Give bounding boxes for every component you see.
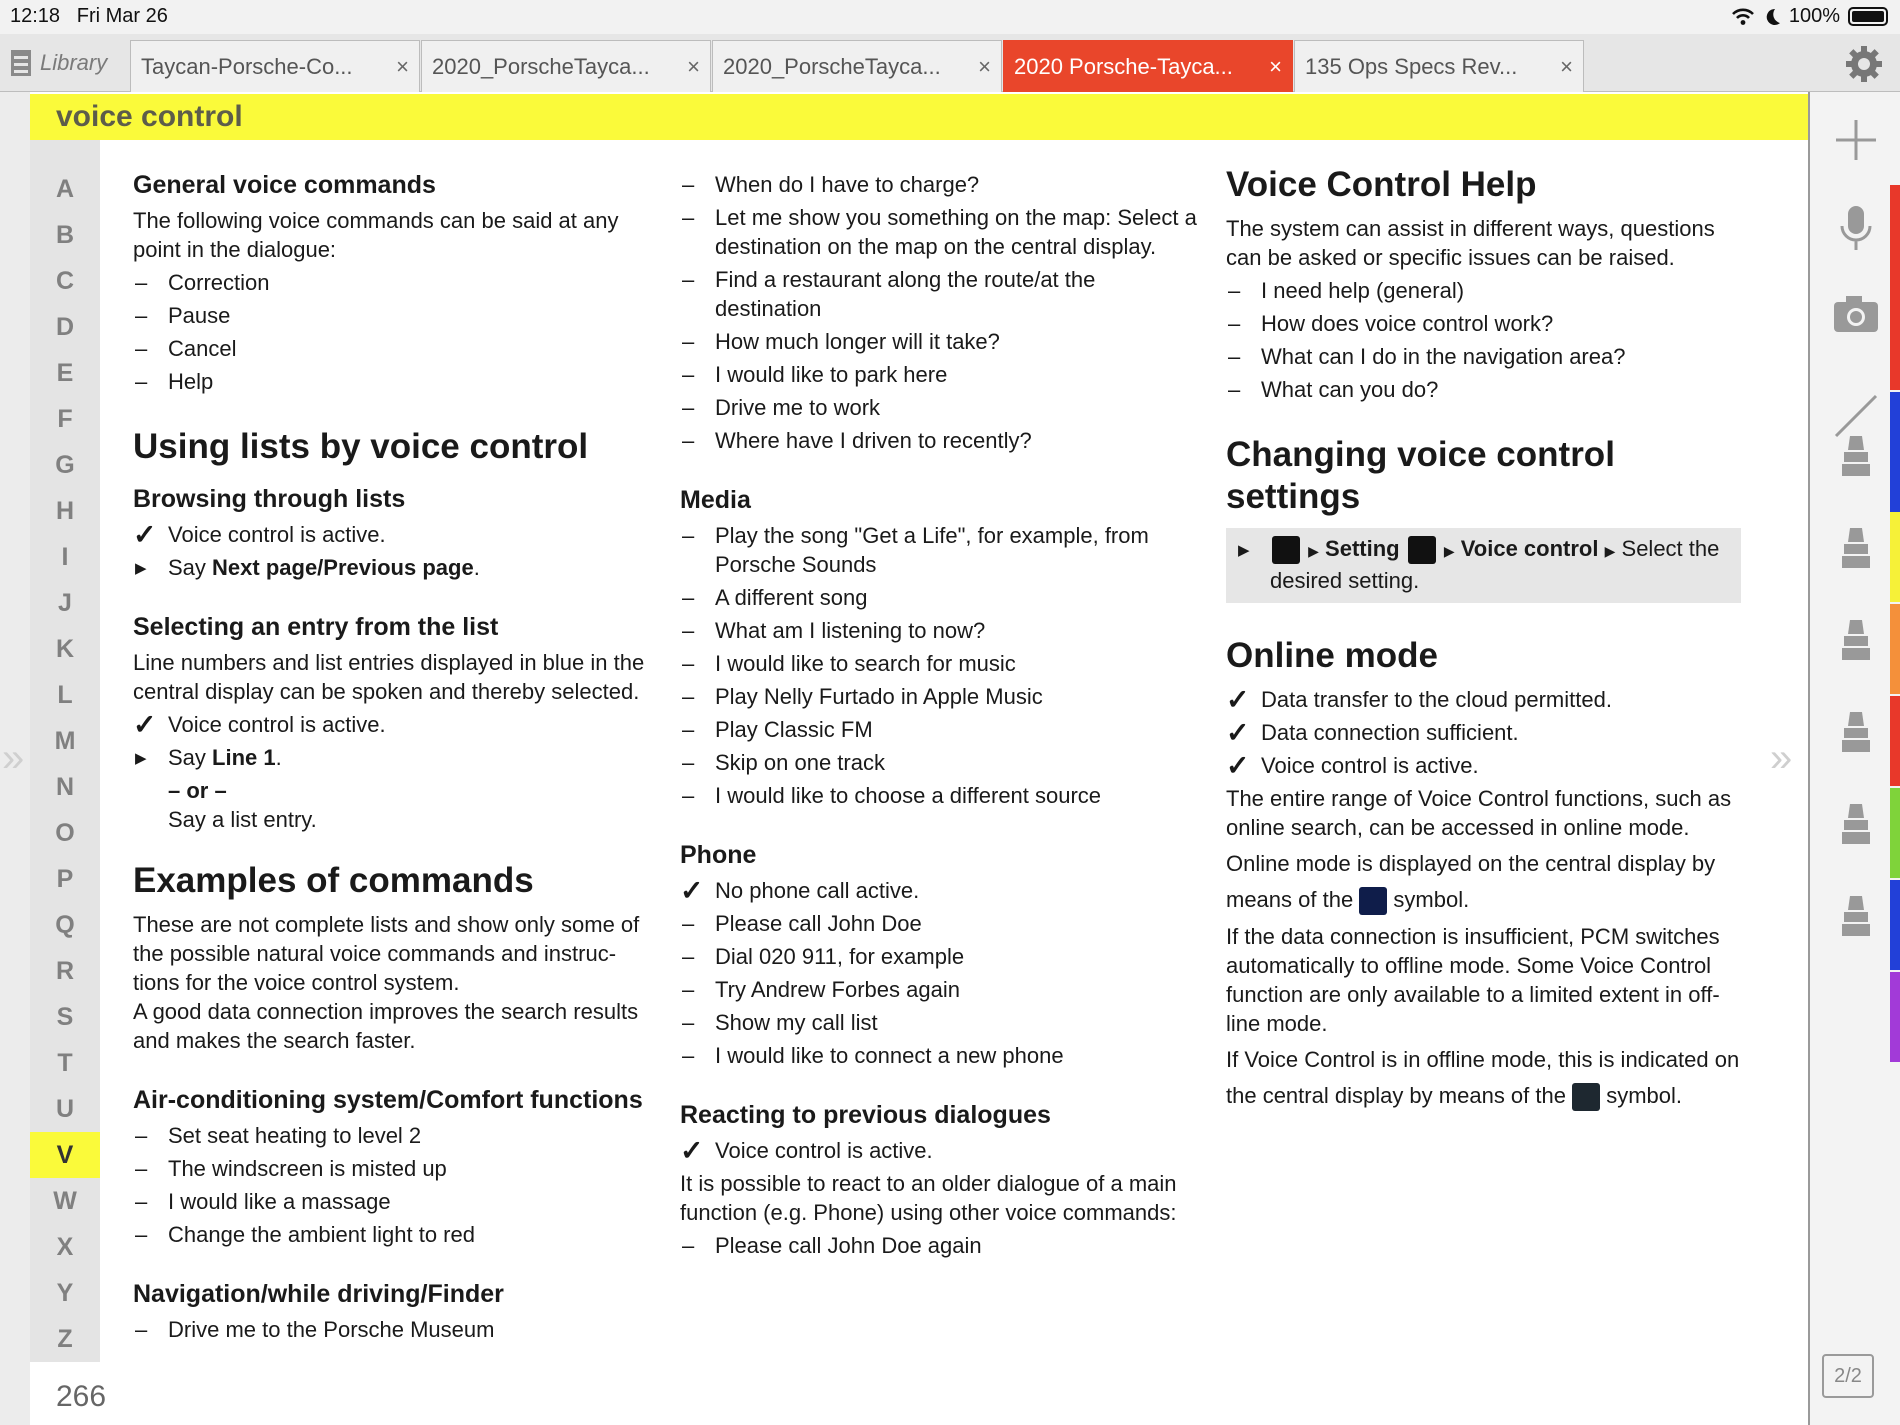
heading-browsing-lists: Browsing through lists <box>133 485 406 513</box>
tab-document-3[interactable] <box>712 40 1002 92</box>
list-item: – Let me show you something on the map: Select a destination on the map on the central display. <box>682 205 1197 259</box>
heading-online-mode: Online mode <box>1226 636 1438 675</box>
paragraph: A good data connection improves the search results and makes the search faster. <box>133 999 639 1053</box>
list-item: – Please call John Doe again <box>682 1233 982 1258</box>
index-letter-q[interactable]: Q <box>30 902 100 948</box>
tab-label: 135 Ops Specs Rev... <box>1305 53 1518 79</box>
list-item: – Play Nelly Furtado in Apple Music <box>682 684 1043 709</box>
checkmark-icon: ✓ <box>680 875 704 906</box>
heading-changing-settings: Changing voice control settings <box>1226 435 1615 516</box>
dash-bullet: – <box>135 1317 148 1342</box>
column-1 <box>133 170 653 1348</box>
dash-bullet: – <box>135 270 148 295</box>
arrow-right-icon: ▶ <box>135 750 147 767</box>
highlighter-icon[interactable] <box>1830 522 1882 574</box>
heading-air-conditioning: Air-conditioning system/Comfort functions <box>133 1086 643 1114</box>
list-item: ✓ Voice control is active. <box>680 1135 933 1166</box>
offline-icon <box>1572 1083 1600 1111</box>
dash-bullet: – <box>135 1222 148 1247</box>
dash-bullet: – <box>1228 344 1241 369</box>
list-item: – I need help (general) <box>1228 278 1465 303</box>
paragraph: The following voice commands can be said at any point in the dialogue: <box>133 208 619 262</box>
list-item: – Pause <box>135 303 231 328</box>
annotation-toolbar <box>1808 92 1900 1425</box>
index-letter-j[interactable]: J <box>30 580 100 626</box>
highlighter-icon[interactable] <box>1830 614 1882 666</box>
dash-bullet: – <box>682 717 695 742</box>
dash-bullet: – <box>682 911 695 936</box>
list-item: ✓ Voice control is active. <box>133 709 386 740</box>
index-letter-a[interactable]: A <box>30 166 100 212</box>
list-item: – I would like to connect a new phone <box>682 1043 1064 1068</box>
list <box>133 268 653 396</box>
checkmark-icon: ✓ <box>1226 684 1250 715</box>
section-header <box>30 94 1808 140</box>
dash-bullet: – <box>682 362 695 387</box>
dash-bullet: – <box>682 651 695 676</box>
dash-bullet: – <box>682 1010 695 1035</box>
list-item: – Drive me to the Porsche Museum <box>135 1317 495 1342</box>
index-letter-g[interactable]: G <box>30 442 100 488</box>
list <box>680 1231 1200 1260</box>
list-item: – Show my call list <box>682 1010 878 1035</box>
paragraph: Say a list entry. <box>168 807 317 832</box>
dash-bullet: – <box>682 395 695 420</box>
tab-document-1[interactable] <box>130 40 420 92</box>
index-letter-c[interactable]: C <box>30 258 100 304</box>
checkmark-icon: ✓ <box>133 709 157 740</box>
dash-bullet: – <box>682 1043 695 1068</box>
library-label: Library <box>40 50 108 75</box>
list-item: ✓ No phone call active. <box>680 875 920 906</box>
library-button[interactable] <box>10 48 107 78</box>
dash-bullet: – <box>682 783 695 808</box>
status-bar <box>0 0 1900 34</box>
list-item: – Cancel <box>135 336 237 361</box>
heading-general-commands: General voice commands <box>133 171 436 199</box>
highlighter-icon[interactable] <box>1830 430 1882 482</box>
highlighter-icon[interactable] <box>1830 798 1882 850</box>
page-counter[interactable]: 2/2 <box>1822 1354 1874 1398</box>
paragraph: It is possible to react to an older dialogue of a main function (e.g. Phone) using other voice commands: <box>680 1171 1177 1225</box>
list-item: – Try Andrew Forbes again <box>682 977 960 1002</box>
library-icon <box>10 48 32 78</box>
settings-icon <box>1408 536 1436 564</box>
or-separator: – or – <box>168 778 227 803</box>
list-item: ▶ Say Line 1. <box>133 743 653 772</box>
list-item: ✓ Voice control is active. <box>1226 750 1479 781</box>
list-item: – I would like a massage <box>135 1189 391 1214</box>
tab-document-5[interactable] <box>1294 40 1584 92</box>
list-item: – Dial 020 911, for example <box>682 944 965 969</box>
index-letter-w[interactable]: W <box>30 1178 100 1224</box>
highlighter-icon[interactable] <box>1830 706 1882 758</box>
list <box>1226 276 1741 404</box>
index-letter-f[interactable]: F <box>30 396 100 442</box>
heading-media: Media <box>680 486 751 514</box>
dash-bullet: – <box>135 369 148 394</box>
index-letter-e[interactable]: E <box>30 350 100 396</box>
heading-phone: Phone <box>680 841 757 869</box>
close-icon[interactable]: × <box>1560 53 1573 79</box>
dash-bullet: – <box>682 585 695 610</box>
index-letter-n[interactable]: N <box>30 764 100 810</box>
paragraph: The entire range of Voice Control functions, such as online search, can be accessed in online mode. <box>1226 786 1732 840</box>
index-letter-z[interactable]: Z <box>30 1316 100 1362</box>
dash-bullet: – <box>682 1233 695 1258</box>
list-item: ✓ Voice control is active. <box>133 519 386 550</box>
page-number: 266 <box>56 1380 107 1413</box>
list-item: – How much longer will it take? <box>682 329 1000 354</box>
dash-bullet: – <box>1228 377 1241 402</box>
index-letter-l[interactable]: L <box>30 672 100 718</box>
dash-bullet: – <box>682 944 695 969</box>
alphabet-index <box>30 166 100 1362</box>
dash-bullet: – <box>682 428 695 453</box>
dash-bullet: – <box>682 267 695 292</box>
battery-percent: 100% <box>1788 5 1840 27</box>
list <box>133 1315 653 1344</box>
camera-icon[interactable] <box>1830 288 1882 340</box>
checkmark-icon: ✓ <box>1226 717 1250 748</box>
paragraph: If the data connection is insufficient, PCM switches automatically to offline mode. Some Voice Control function are only available to a limited extent in off-line mode. <box>1226 924 1720 1036</box>
index-letter-u[interactable]: U <box>30 1086 100 1132</box>
dash-bullet: – <box>682 977 695 1002</box>
globe-icon <box>1359 887 1387 915</box>
list-item: – I would like to search for music <box>682 651 1016 676</box>
paragraph: If Voice Control is in offline mode, this is indicated on the central display by means of the symbol. <box>1226 1042 1741 1114</box>
heading-using-lists: Using lists by voice control <box>133 427 589 466</box>
list-item: – Drive me to work <box>682 395 881 420</box>
list <box>133 1121 653 1249</box>
list-item: – I would like to choose a different source <box>682 783 1102 808</box>
column-2 <box>680 170 1200 1264</box>
list-item: – Set seat heating to level 2 <box>135 1123 422 1148</box>
dash-bullet: – <box>682 750 695 775</box>
dash-bullet: – <box>135 1123 148 1148</box>
index-letter-s[interactable]: S <box>30 994 100 1040</box>
checkmark-icon: ✓ <box>680 1135 704 1166</box>
list <box>680 170 1200 455</box>
tab-label: 2020_PorscheTayca... <box>432 53 650 79</box>
dash-bullet: – <box>682 618 695 643</box>
column-3 <box>1226 165 1741 1118</box>
list-item: – Where have I driven to recently? <box>682 428 1032 453</box>
index-letter-i[interactable]: I <box>30 534 100 580</box>
tab-label: 2020_PorscheTayca... <box>723 53 941 79</box>
index-letter-x[interactable]: X <box>30 1224 100 1270</box>
checkmark-icon: ✓ <box>1226 750 1250 781</box>
list-item: – When do I have to charge? <box>682 172 980 197</box>
list-item: ▶ Say Next page/Previous page. <box>133 553 653 582</box>
list <box>680 521 1200 810</box>
paragraph: Line numbers and list entries displayed in blue in the central display can be spoken and thereby selected. <box>133 650 645 704</box>
list-item: – Skip on one track <box>682 750 885 775</box>
list-item: – Help <box>135 369 214 394</box>
settings-path-box: ▶ ▶ Setting ▶ Voice control ▶ Select the desired setting. <box>1226 528 1741 603</box>
list-item: – Play the song "Get a Life", for example, from Porsche Sounds <box>682 523 1149 577</box>
list <box>1226 685 1741 780</box>
dash-bullet: – <box>682 172 695 197</box>
next-page-arrow-icon[interactable]: » <box>1770 736 1793 780</box>
dash-bullet: – <box>135 336 148 361</box>
index-letter-y[interactable]: Y <box>30 1270 100 1316</box>
section-title: voice control <box>56 100 243 133</box>
arrow-right-icon: ▶ <box>1238 542 1250 559</box>
index-letter-h[interactable]: H <box>30 488 100 534</box>
dash-bullet: – <box>682 329 695 354</box>
list-item: – Please call John Doe <box>682 911 922 936</box>
dash-bullet: – <box>135 1189 148 1214</box>
list-item: ✓ Data connection sufficient. <box>1226 717 1519 748</box>
home-icon <box>1272 536 1300 564</box>
list-item: – What can I do in the navigation area? <box>1228 344 1626 369</box>
highlighter-icon[interactable] <box>1830 890 1882 942</box>
paragraph: Online mode is displayed on the central display by means of the symbol. <box>1226 846 1741 918</box>
index-letter-v[interactable]: V <box>30 1132 100 1178</box>
list-item: – How does voice control work? <box>1228 311 1554 336</box>
close-icon[interactable]: × <box>396 53 409 79</box>
list-item: – What am I listening to now? <box>682 618 986 643</box>
close-icon[interactable]: × <box>1269 53 1282 79</box>
index-letter-p[interactable]: P <box>30 856 100 902</box>
color-strip <box>1890 92 1900 1425</box>
list-item: – Find a restaurant along the route/at the destination <box>682 267 1096 321</box>
heading-reacting: Reacting to previous dialogues <box>680 1101 1051 1129</box>
index-letter-r[interactable]: R <box>30 948 100 994</box>
tab-label: 2020 Porsche-Tayca... <box>1014 53 1233 79</box>
heading-selecting-entry: Selecting an entry from the list <box>133 613 499 641</box>
heading-examples: Examples of commands <box>133 861 534 900</box>
dash-bullet: – <box>135 1156 148 1181</box>
gear-icon[interactable] <box>1844 44 1884 84</box>
list-item: ✓ Data transfer to the cloud permitted. <box>1226 684 1612 715</box>
previous-page-arrow-icon[interactable]: » <box>2 736 25 780</box>
heading-navigation: Navigation/while driving/Finder <box>133 1280 504 1308</box>
index-letter-b[interactable]: B <box>30 212 100 258</box>
list-item: – I would like to park here <box>682 362 948 387</box>
index-letter-d[interactable]: D <box>30 304 100 350</box>
moon-icon <box>1763 7 1781 27</box>
plus-icon[interactable] <box>1830 114 1882 166</box>
tab-label: Taycan-Porsche-Co... <box>141 53 353 79</box>
battery-icon <box>1848 7 1888 26</box>
close-icon[interactable]: × <box>687 53 700 79</box>
list-item: – A different song <box>682 585 868 610</box>
dash-bullet: – <box>682 684 695 709</box>
paragraph: The system can assist in different ways, questions can be asked or specific issues can be raised. <box>1226 216 1715 270</box>
index-letter-t[interactable]: T <box>30 1040 100 1086</box>
list-item: – Play Classic FM <box>682 717 873 742</box>
tab-document-2[interactable] <box>421 40 711 92</box>
dash-bullet: – <box>682 523 695 548</box>
list-item: – Correction <box>135 270 270 295</box>
paragraph: These are not complete lists and show only some of the possible natural voice commands and instruc-tions for the voice control system. <box>133 912 640 995</box>
microphone-icon[interactable] <box>1830 202 1882 254</box>
dash-bullet: – <box>1228 278 1241 303</box>
tab-document-4-active[interactable] <box>1003 40 1293 92</box>
dash-bullet: – <box>682 205 695 230</box>
checkmark-icon: ✓ <box>133 519 157 550</box>
list-item: – The windscreen is misted up <box>135 1156 447 1181</box>
heading-voice-control-help: Voice Control Help <box>1226 165 1537 204</box>
dash-bullet: – <box>135 303 148 328</box>
index-letter-o[interactable]: O <box>30 810 100 856</box>
dash-bullet: – <box>1228 311 1241 336</box>
list <box>680 909 1200 1070</box>
close-icon[interactable]: × <box>978 53 991 79</box>
index-letter-m[interactable]: M <box>30 718 100 764</box>
list-item: – What can you do? <box>1228 377 1439 402</box>
status-time: 12:18 Fri Mar 26 <box>10 5 168 27</box>
tab-bar <box>0 34 1900 92</box>
index-letter-k[interactable]: K <box>30 626 100 672</box>
wifi-icon <box>1731 7 1755 27</box>
list-item: – Change the ambient light to red <box>135 1222 475 1247</box>
arrow-right-icon: ▶ <box>135 560 147 577</box>
